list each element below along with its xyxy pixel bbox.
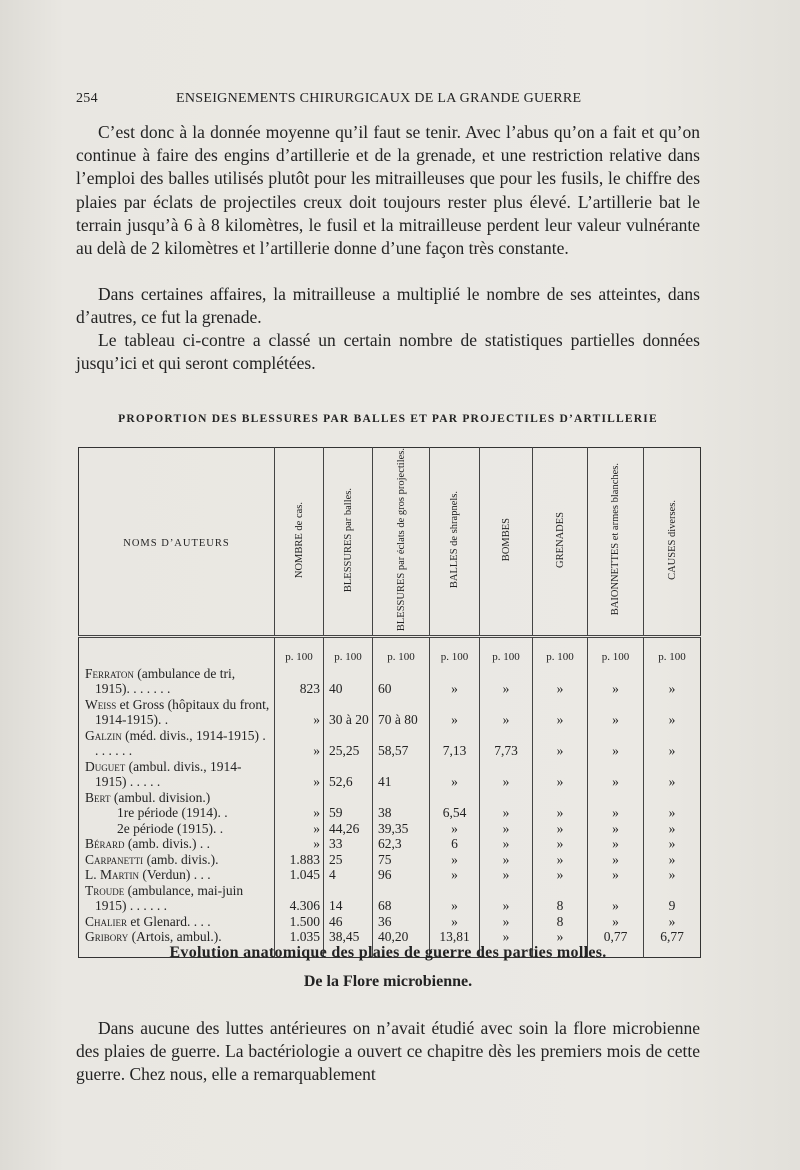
value-cell: 1.500 [275, 914, 324, 930]
page-number: 254 [76, 91, 98, 106]
value-cell: » [644, 914, 701, 930]
author-detail: et Gross (hôpitaux du front, 1914-1915). . [95, 696, 270, 728]
value-cell: 8 [533, 914, 588, 930]
value-cell: » [275, 821, 324, 837]
value-cell: » [275, 728, 324, 759]
value-cell: 38 [373, 805, 430, 821]
author-detail: (ambulance de tri, 1915). . . . . . . [95, 665, 236, 697]
unit-cell: p. 100 [373, 637, 430, 666]
table-row [79, 790, 701, 806]
value-cell: 13,81 [430, 929, 480, 945]
statistics-table [78, 447, 701, 958]
value-cell: » [480, 836, 533, 852]
value-cell: » [480, 805, 533, 821]
header-grenades: GRENADES [533, 448, 588, 637]
paragraph-4: Dans aucune des luttes antérieures on n’avait étudié avec soin la flore microbienne des plaies de guerre. La bactériologie a ouvert ce chapitre dès les premiers mois de cette guerre. Chez nous, elle a remarquablement [76, 1018, 700, 1085]
author-cell [79, 883, 275, 914]
section-subheading: De la Flore microbienne. [303, 973, 473, 990]
paragraph-1: C’est donc à la donnée moyenne qu’il faut se tenir. Avec l’abus qu’on a fait et qu’on continue à faire des engins d’artillerie et de la grenade, et une restriction relative dans l’emploi des balles utilisés plutôt pour les mitrailleuses que pour les fusils, le chiffre des plaies par éclats de projectiles creux doit toujours rester plus élevé. L’artillerie bat le terrain jusqu’à 6 à 8 kilomètres, le fusil et la mitrailleuse perdent leur valeur vulnérante au delà de 2 kilomètres et l’artillerie donne d’une façon très constante. [76, 122, 700, 259]
value-cell: 6,54 [430, 805, 480, 821]
value-cell: 46 [324, 914, 373, 930]
value-cell: » [588, 867, 644, 883]
value-cell: 40,20 [373, 929, 430, 945]
author-name: L. Martin [85, 867, 139, 883]
value-cell: 4 [324, 867, 373, 883]
table-title: PROPORTION DES BLESSURES PAR BALLES ET PAR PROJECTILES D’ARTILLERIE [118, 413, 658, 425]
value-cell: » [275, 805, 324, 821]
value-cell: » [588, 914, 644, 930]
value-cell: » [533, 821, 588, 837]
value-cell: 1.045 [275, 867, 324, 883]
value-cell [373, 790, 430, 806]
value-cell: 75 [373, 852, 430, 868]
value-cell [644, 790, 701, 806]
value-cell: 25,25 [324, 728, 373, 759]
table-row [79, 867, 701, 883]
header-shrapnel: BALLES de shrapnels. [430, 448, 480, 637]
value-cell: 7,13 [430, 728, 480, 759]
value-cell: » [588, 759, 644, 790]
author-cell [79, 836, 275, 852]
value-cell: 8 [533, 883, 588, 914]
value-cell: » [588, 666, 644, 697]
value-cell: 38,45 [324, 929, 373, 945]
author-cell [79, 759, 275, 790]
value-cell: » [533, 805, 588, 821]
value-cell: » [480, 852, 533, 868]
value-cell: 25 [324, 852, 373, 868]
author-name: Bérard [85, 836, 125, 852]
table-row [79, 821, 701, 837]
table-row [79, 883, 701, 914]
unit-cell: p. 100 [533, 637, 588, 666]
value-cell: » [588, 821, 644, 837]
author-name: Troude [85, 882, 125, 898]
unit-cell: p. 100 [324, 637, 373, 666]
value-cell: 62,3 [373, 836, 430, 852]
value-cell: 1.035 [275, 929, 324, 945]
value-cell: » [644, 728, 701, 759]
value-cell: » [430, 759, 480, 790]
value-cell: » [644, 805, 701, 821]
value-cell [588, 790, 644, 806]
value-cell: » [644, 821, 701, 837]
value-cell [430, 790, 480, 806]
unit-cell: p. 100 [430, 637, 480, 666]
value-cell: » [644, 852, 701, 868]
value-cell: » [275, 836, 324, 852]
header-bombs: BOMBES [480, 448, 533, 637]
value-cell: 59 [324, 805, 373, 821]
table-row [79, 852, 701, 868]
author-cell [79, 867, 275, 883]
unit-row [79, 637, 701, 666]
value-cell: 96 [373, 867, 430, 883]
author-detail: (ambul. divis., 1914-1915) . . . . . [95, 758, 242, 790]
unit-cell: p. 100 [644, 637, 701, 666]
value-cell: » [430, 697, 480, 728]
table-header-row [79, 448, 701, 637]
value-cell: » [480, 929, 533, 945]
author-name: Carpanetti [85, 851, 144, 867]
header-case-count: NOMBRE de cas. [275, 448, 324, 637]
author-detail: et Glenard. . . . [127, 913, 211, 929]
section-heading: Evolution anatomique des plaies de guerre des parties molles. [169, 944, 607, 961]
table-row [79, 759, 701, 790]
value-cell: » [533, 728, 588, 759]
author-name: Gribory [85, 929, 129, 945]
value-cell: » [275, 759, 324, 790]
value-cell: 4.306 [275, 883, 324, 914]
author-detail: 1re période (1914). . [117, 805, 228, 821]
author-detail: (ambulance, mai-juin 1915) . . . . . . [95, 882, 244, 914]
value-cell: » [533, 867, 588, 883]
running-title: ENSEIGNEMENTS CHIRURGICAUX DE LA GRANDE GUERRE [176, 91, 582, 106]
value-cell: 70 à 80 [373, 697, 430, 728]
value-cell: » [644, 697, 701, 728]
value-cell: » [480, 867, 533, 883]
value-cell: 7,73 [480, 728, 533, 759]
value-cell: » [533, 759, 588, 790]
value-cell: » [644, 836, 701, 852]
value-cell: 36 [373, 914, 430, 930]
header-misc-causes: CAUSES diverses. [644, 448, 701, 637]
statistics-table-wrapper [78, 447, 700, 945]
value-cell: 52,6 [324, 759, 373, 790]
table-row [79, 666, 701, 697]
value-cell: » [533, 697, 588, 728]
value-cell: » [275, 697, 324, 728]
author-cell [79, 790, 275, 806]
value-cell: » [430, 867, 480, 883]
value-cell: 41 [373, 759, 430, 790]
author-name: Ferraton [85, 665, 134, 681]
value-cell: » [430, 821, 480, 837]
value-cell: 823 [275, 666, 324, 697]
author-cell [79, 852, 275, 868]
table-row [79, 836, 701, 852]
value-cell: » [588, 836, 644, 852]
author-detail: (Verdun) . . . [138, 867, 211, 883]
table-row [79, 805, 701, 821]
author-cell [79, 728, 275, 759]
value-cell: » [480, 914, 533, 930]
value-cell: 6 [430, 836, 480, 852]
unit-cell: p. 100 [275, 637, 324, 666]
value-cell: » [533, 852, 588, 868]
value-cell: » [430, 914, 480, 930]
value-cell [324, 790, 373, 806]
unit-cell: p. 100 [588, 637, 644, 666]
author-cell [79, 914, 275, 930]
author-detail: 2e période (1915). . [117, 820, 224, 836]
value-cell: 0,77 [588, 929, 644, 945]
value-cell: » [480, 759, 533, 790]
header-authors: NOMS D’AUTEURS [79, 448, 275, 637]
author-cell [79, 929, 275, 945]
value-cell: » [588, 883, 644, 914]
value-cell: » [430, 883, 480, 914]
header-bullet-wounds: BLESSURES par balles. [324, 448, 373, 637]
author-cell [79, 666, 275, 697]
header-shell-wounds: BLESSURES par éclats de gros projectiles. [373, 448, 430, 637]
value-cell: 68 [373, 883, 430, 914]
value-cell: 30 à 20 [324, 697, 373, 728]
value-cell [275, 790, 324, 806]
value-cell: 6,77 [644, 929, 701, 945]
author-detail: (méd. divis., 1914-1915) . . . . . . . [95, 727, 266, 759]
value-cell: » [533, 666, 588, 697]
value-cell: » [588, 728, 644, 759]
value-cell: » [430, 852, 480, 868]
author-name: Duguet [85, 758, 126, 774]
value-cell: 39,35 [373, 821, 430, 837]
value-cell: » [644, 759, 701, 790]
value-cell: » [533, 929, 588, 945]
table-row [79, 697, 701, 728]
table-row [79, 914, 701, 930]
value-cell: » [588, 852, 644, 868]
author-detail: (amb. divis.). [143, 851, 219, 867]
value-cell [480, 790, 533, 806]
author-cell [79, 805, 275, 821]
value-cell: » [644, 666, 701, 697]
author-cell [79, 821, 275, 837]
value-cell: » [533, 836, 588, 852]
author-detail: (amb. divis.) . . [124, 836, 211, 852]
value-cell: » [588, 697, 644, 728]
author-name: Galzin [85, 727, 122, 743]
value-cell: 58,57 [373, 728, 430, 759]
paragraph-2: Dans certaines affaires, la mitrailleuse a multiplié le nombre de ses atteintes, dans d’autres, ce fut la grenade. [76, 284, 700, 328]
value-cell: 60 [373, 666, 430, 697]
author-name: Weiss [85, 696, 117, 712]
value-cell: 9 [644, 883, 701, 914]
value-cell: 33 [324, 836, 373, 852]
value-cell: 40 [324, 666, 373, 697]
value-cell: » [588, 805, 644, 821]
value-cell: » [480, 697, 533, 728]
value-cell: » [480, 666, 533, 697]
author-name: Bert [85, 789, 111, 805]
value-cell: 1.883 [275, 852, 324, 868]
author-name: Chalier [85, 913, 127, 929]
table-row [79, 728, 701, 759]
value-cell: » [644, 867, 701, 883]
value-cell: » [480, 883, 533, 914]
header-bayonets: BAIONNETTES et armes blanches. [588, 448, 644, 637]
value-cell: 14 [324, 883, 373, 914]
unit-cell: p. 100 [480, 637, 533, 666]
author-cell [79, 697, 275, 728]
author-detail: (Artois, ambul.). [128, 929, 222, 945]
value-cell: » [430, 666, 480, 697]
table-row [79, 929, 701, 945]
value-cell: » [480, 821, 533, 837]
value-cell: 44,26 [324, 821, 373, 837]
value-cell [533, 790, 588, 806]
author-detail: (ambul. division.) [110, 789, 211, 805]
paragraph-3: Le tableau ci-contre a classé un certain nombre de statistiques partielles données jusqu’ici et qui seront complétées. [76, 330, 700, 374]
